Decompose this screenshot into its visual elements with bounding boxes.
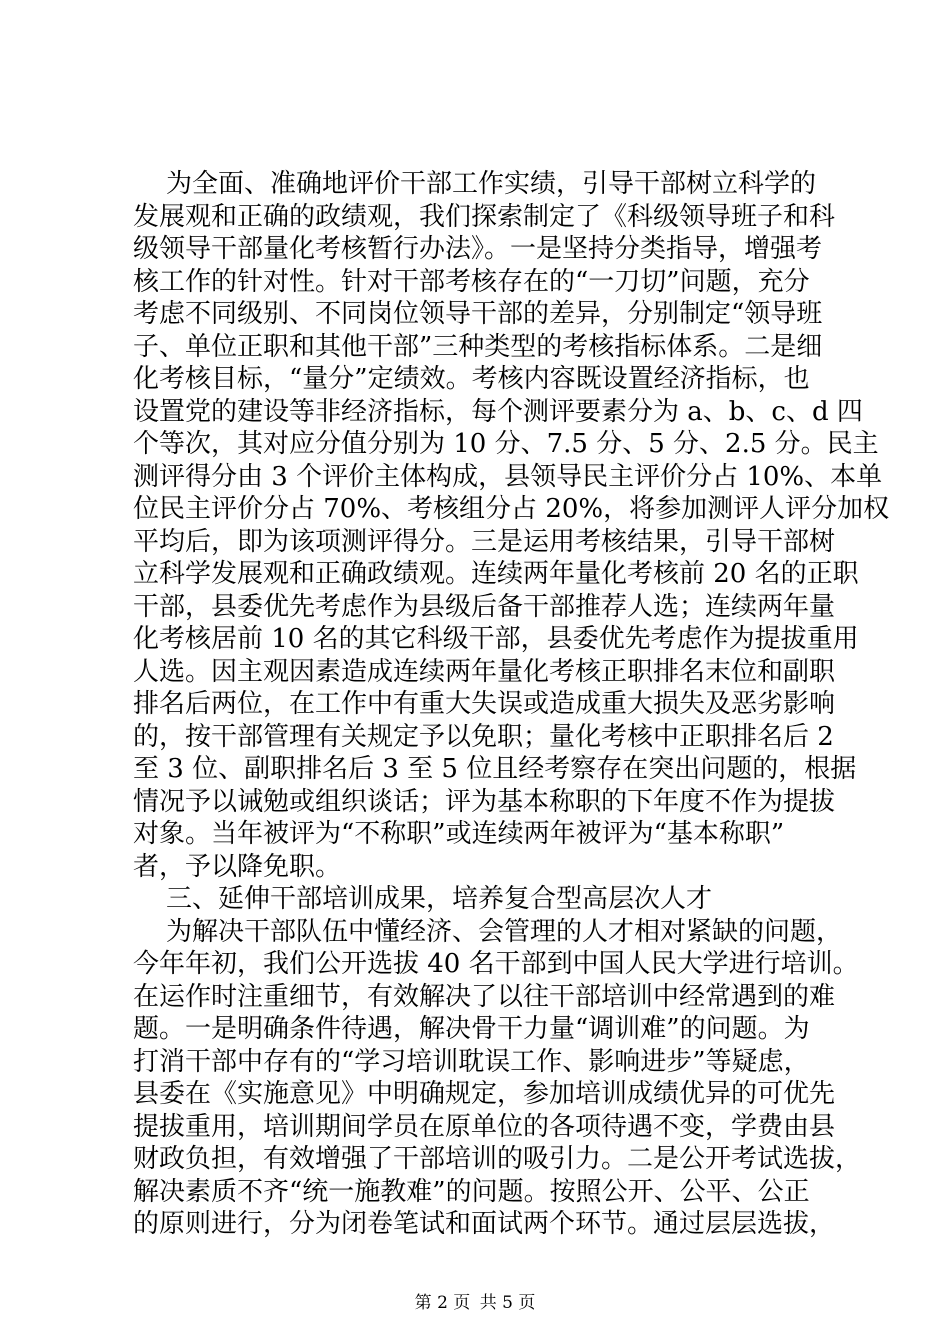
text-line: 为解决干部队伍中懂经济、会管理的人才相对紧缺的问题， xyxy=(133,916,843,947)
text-line: 人选。因主观因素造成连续两年量化考核正职排名末位和副职 xyxy=(133,656,836,687)
text-line: 干部，县委优先考虑作为县级后备干部推荐人选；连续两年量 xyxy=(133,591,836,622)
text-line: 测评得分由 3 个评价主体构成，县领导民主评价分占 10%、本单 xyxy=(133,461,883,492)
text-line: 级领导干部量化考核暂行办法》。一是坚持分类指导，增强考 xyxy=(133,234,823,264)
text-line: 发展观和正确的政绩观，我们探索制定了《科级领导班子和科 xyxy=(133,201,836,232)
text-line: 平均后，即为该项测评得分。三是运用考核结果，引导干部树 xyxy=(133,526,836,557)
text-line: 子、单位正职和其他干部”三种类型的考核指标体系。二是细 xyxy=(133,331,823,362)
text-line: 题。一是明确条件待遇，解决骨干力量“调训难”的问题。为 xyxy=(133,1014,810,1044)
text-line: 财政负担，有效增强了干部培训的吸引力。二是公开考试选拔， xyxy=(133,1144,862,1174)
text-line: 排名后两位，在工作中有重大失误或造成重大损失及恶劣影响 xyxy=(133,689,836,719)
text-line: 打消干部中存有的“学习培训耽误工作、影响进步”等疑虑， xyxy=(133,1046,810,1077)
text-line: 情况予以诫勉或组织谈话；评为基本称职的下年度不作为提拔 xyxy=(133,786,836,817)
text-line: 的原则进行，分为闭卷笔试和面试两个环节。通过层层选拔， xyxy=(133,1209,836,1239)
text-line: 为全面、准确地评价干部工作实绩，引导干部树立科学的 xyxy=(133,169,817,199)
text-line: 提拔重用，培训期间学员在原单位的各项待遇不变，学费由县 xyxy=(133,1111,836,1142)
body-text xyxy=(133,168,890,1241)
page-total: 共 5 页 xyxy=(479,1293,536,1313)
text-line: 设置党的建设等非经济指标，每个测评要素分为 a、b、c、d 四 xyxy=(133,396,863,427)
page-footer xyxy=(0,1288,950,1313)
text-line: 县委在《实施意见》中明确规定，参加培训成绩优异的可优先 xyxy=(133,1079,836,1109)
text-line: 位民主评价分占 70%、考核组分占 20%，将参加测评人评分加权 xyxy=(133,494,890,524)
text-line: 三、延伸干部培训成果，培养复合型高层次人才 xyxy=(133,884,713,914)
text-line: 的，按干部管理有关规定予以免职；量化考核中正职排名后 2 xyxy=(133,721,834,752)
text-line: 解决素质不齐“统一施教难”的问题。按照公开、公平、公正 xyxy=(133,1176,810,1207)
page-number: 第 2 页 xyxy=(414,1293,471,1313)
text-line: 化考核目标，“量分”定绩效。考核内容既设置经济指标，也 xyxy=(133,364,810,394)
text-line: 化考核居前 10 名的其它科级干部，县委优先考虑作为提拔重用 xyxy=(133,624,859,654)
text-line: 对象。当年被评为“不称职”或连续两年被评为“基本称职” xyxy=(133,819,785,849)
text-line: 个等次，其对应分值分别为 10 分、7.5 分、5 分、2.5 分。民主 xyxy=(133,429,879,459)
text-line: 在运作时注重细节，有效解决了以往干部培训中经常遇到的难 xyxy=(133,981,836,1012)
text-line: 立科学发展观和正确政绩观。连续两年量化考核前 20 名的正职 xyxy=(133,559,859,589)
text-line: 考虑不同级别、不同岗位领导干部的差异，分别制定“领导班 xyxy=(133,299,823,329)
text-line: 今年年初，我们公开选拔 40 名干部到中国人民大学进行培训。 xyxy=(133,949,859,979)
text-line: 者，予以降免职。 xyxy=(133,851,342,882)
text-line: 至 3 位、副职排名后 3 至 5 位且经考察存在突出问题的，根据 xyxy=(133,754,857,784)
text-line: 核工作的针对性。针对干部考核存在的“一刀切”问题，充分 xyxy=(133,266,810,297)
